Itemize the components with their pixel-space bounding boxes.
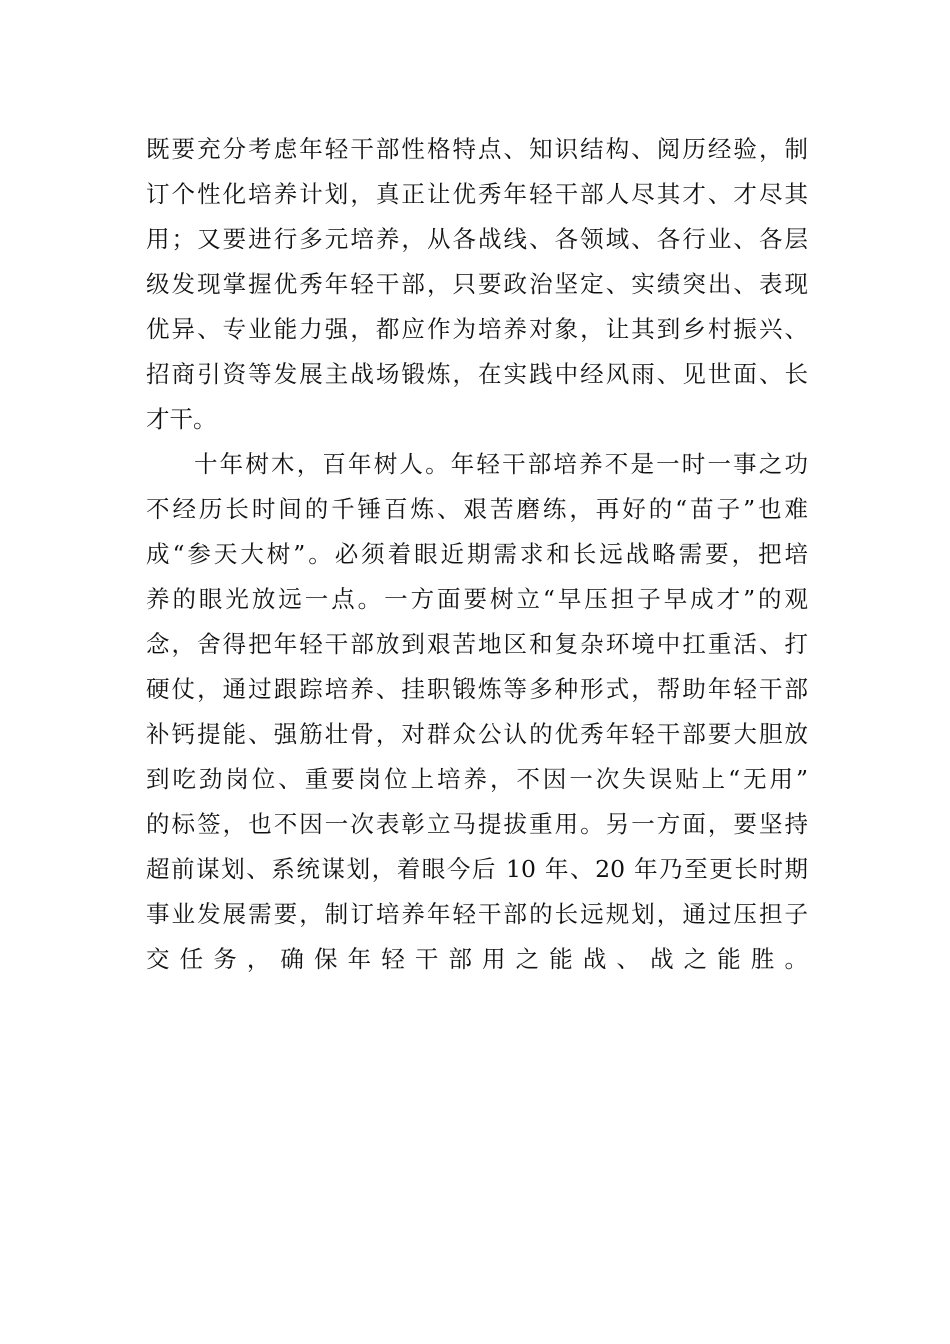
paragraph-2-line xyxy=(146,982,808,1027)
paragraph-2-line: 不经历长时间的千锤百炼、艰苦磨练，再好的“苗子”也难 xyxy=(146,495,808,523)
paragraph-2-line: 十年树木，百年树人。年轻干部培养不是一时一事之功 xyxy=(194,450,808,478)
paragraph-2-line: 念，舍得把年轻干部放到艰苦地区和复杂环境中扛重活、打 xyxy=(146,630,808,658)
paragraph-1-line: 既要充分考虑年轻干部性格特点、知识结构、阅历经验，制 xyxy=(146,135,808,163)
paragraph-2-line: 补钙提能、强筋壮骨，对群众公认的优秀年轻干部要大胆放 xyxy=(146,720,808,748)
paragraph-1-line: 才干。 xyxy=(146,405,217,433)
paragraph-1-line: 订个性化培养计划，真正让优秀年轻干部人尽其才、才尽其 xyxy=(146,180,808,208)
paragraph-1-line: 级发现掌握优秀年轻干部，只要政治坚定、实绩突出、表现 xyxy=(146,270,808,298)
paragraph-2-line: 交任务，确保年轻干部用之能战、战之能胜。 xyxy=(146,945,808,973)
paragraph-2-line: 事业发展需要，制订培养年轻干部的长远规划，通过压担子 xyxy=(146,900,808,928)
paragraph-2-line: 超前谋划、系统谋划，着眼今后 10 年、20 年乃至更长时期 xyxy=(146,855,808,883)
paragraph-2 xyxy=(146,442,808,1027)
paragraph-1-line: 优异、专业能力强，都应作为培养对象，让其到乡村振兴、 xyxy=(146,315,808,343)
paragraph-2-line: 硬仗，通过跟踪培养、挂职锻炼等多种形式，帮助年轻干部 xyxy=(146,675,808,703)
paragraph-1-line: 用；又要进行多元培养，从各战线、各领域、各行业、各层 xyxy=(146,225,808,253)
paragraph-2-line: 养的眼光放远一点。一方面要树立“早压担子早成才”的观 xyxy=(146,585,808,613)
paragraph-2-line: 成“参天大树”。必须着眼近期需求和长远战略需要，把培 xyxy=(146,540,808,568)
paragraph-2-line: 到吃劲岗位、重要岗位上培养，不因一次失误贴上“无用” xyxy=(146,765,808,793)
paragraph-1 xyxy=(146,127,808,442)
paragraph-1-line: 招商引资等发展主战场锻炼，在实践中经风雨、见世面、长 xyxy=(146,360,808,388)
paragraph-2-line: 的标签，也不因一次表彰立马提拔重用。另一方面，要坚持 xyxy=(146,810,808,838)
